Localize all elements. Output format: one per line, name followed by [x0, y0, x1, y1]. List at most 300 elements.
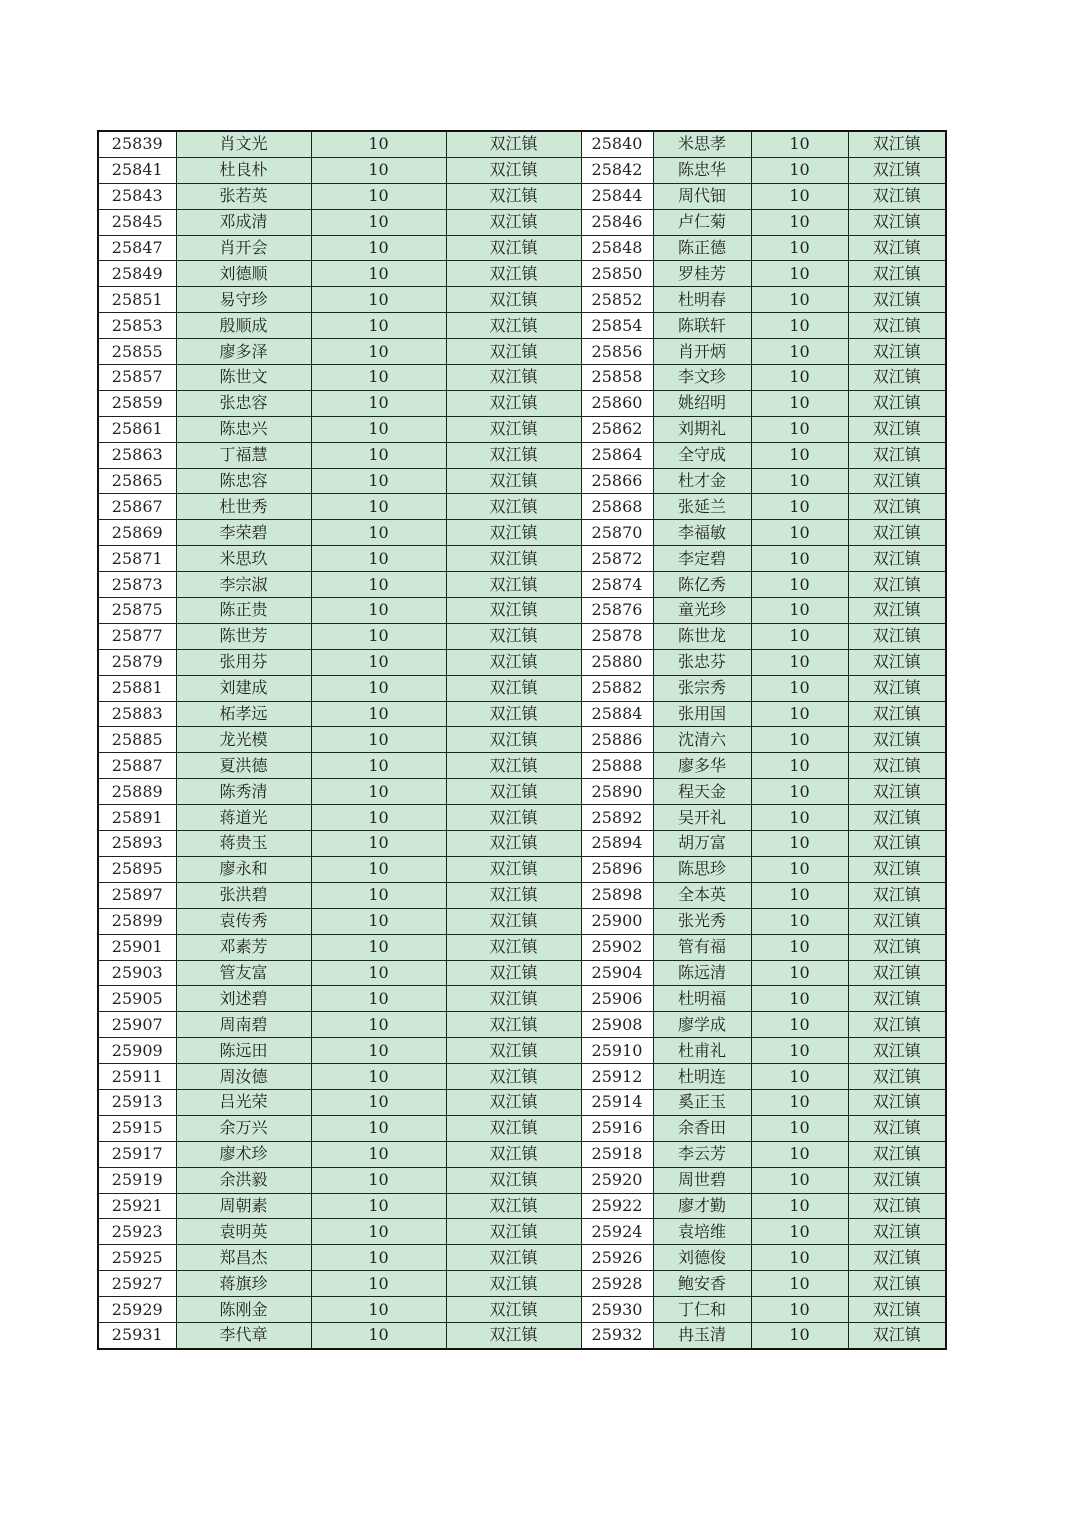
right-quantity-cell: 10 [751, 986, 848, 1012]
left-name-cell: 张若英 [176, 183, 311, 209]
right-quantity-cell: 10 [751, 934, 848, 960]
right-town-cell: 双江镇 [848, 960, 946, 986]
table-row [98, 1089, 946, 1115]
left-name-cell: 刘述碧 [176, 986, 311, 1012]
right-name-cell: 周世碧 [653, 1167, 751, 1193]
right-town-cell: 双江镇 [848, 701, 946, 727]
left-name-cell: 吕光荣 [176, 1089, 311, 1115]
left-name-cell: 余万兴 [176, 1115, 311, 1141]
left-id-cell: 25893 [98, 831, 176, 857]
left-name-cell: 陈远田 [176, 1038, 311, 1064]
left-id-cell: 25855 [98, 339, 176, 365]
left-quantity-cell: 10 [311, 1167, 446, 1193]
table-row [98, 546, 946, 572]
right-town-cell: 双江镇 [848, 183, 946, 209]
right-town-cell: 双江镇 [848, 572, 946, 598]
right-id-cell: 25864 [581, 442, 653, 468]
right-town-cell: 双江镇 [848, 546, 946, 572]
left-name-cell: 李宗淑 [176, 572, 311, 598]
right-name-cell: 李文珍 [653, 365, 751, 391]
right-name-cell: 陈世龙 [653, 623, 751, 649]
left-town-cell: 双江镇 [446, 339, 581, 365]
left-id-cell: 25899 [98, 908, 176, 934]
table-row [98, 157, 946, 183]
left-town-cell: 双江镇 [446, 1012, 581, 1038]
left-quantity-cell: 10 [311, 649, 446, 675]
right-name-cell: 程天金 [653, 779, 751, 805]
left-name-cell: 廖术珍 [176, 1141, 311, 1167]
left-town-cell: 双江镇 [446, 416, 581, 442]
table-row [98, 261, 946, 287]
right-quantity-cell: 10 [751, 727, 848, 753]
table-row [98, 183, 946, 209]
right-name-cell: 李福敏 [653, 520, 751, 546]
right-town-cell: 双江镇 [848, 235, 946, 261]
right-id-cell: 25910 [581, 1038, 653, 1064]
right-id-cell: 25840 [581, 131, 653, 157]
left-id-cell: 25873 [98, 572, 176, 598]
left-quantity-cell: 10 [311, 1297, 446, 1323]
left-town-cell: 双江镇 [446, 1219, 581, 1245]
left-town-cell: 双江镇 [446, 831, 581, 857]
right-name-cell: 周代钿 [653, 183, 751, 209]
right-name-cell: 陈思珍 [653, 856, 751, 882]
left-name-cell: 邓成清 [176, 209, 311, 235]
table-row [98, 598, 946, 624]
left-name-cell: 刘建成 [176, 675, 311, 701]
right-quantity-cell: 10 [751, 546, 848, 572]
left-quantity-cell: 10 [311, 1245, 446, 1271]
left-name-cell: 周南碧 [176, 1012, 311, 1038]
right-town-cell: 双江镇 [848, 1245, 946, 1271]
right-name-cell: 肖开炳 [653, 339, 751, 365]
right-id-cell: 25878 [581, 623, 653, 649]
right-name-cell: 胡万富 [653, 831, 751, 857]
left-town-cell: 双江镇 [446, 546, 581, 572]
left-quantity-cell: 10 [311, 882, 446, 908]
right-quantity-cell: 10 [751, 183, 848, 209]
left-quantity-cell: 10 [311, 727, 446, 753]
left-town-cell: 双江镇 [446, 623, 581, 649]
left-town-cell: 双江镇 [446, 1245, 581, 1271]
right-name-cell: 张用国 [653, 701, 751, 727]
right-quantity-cell: 10 [751, 209, 848, 235]
left-id-cell: 25905 [98, 986, 176, 1012]
right-town-cell: 双江镇 [848, 1012, 946, 1038]
table-row [98, 235, 946, 261]
left-town-cell: 双江镇 [446, 209, 581, 235]
right-quantity-cell: 10 [751, 1038, 848, 1064]
right-id-cell: 25858 [581, 365, 653, 391]
left-town-cell: 双江镇 [446, 131, 581, 157]
left-town-cell: 双江镇 [446, 805, 581, 831]
right-name-cell: 管有福 [653, 934, 751, 960]
left-quantity-cell: 10 [311, 520, 446, 546]
left-id-cell: 25911 [98, 1064, 176, 1090]
right-town-cell: 双江镇 [848, 390, 946, 416]
left-town-cell: 双江镇 [446, 753, 581, 779]
left-id-cell: 25885 [98, 727, 176, 753]
left-quantity-cell: 10 [311, 339, 446, 365]
right-quantity-cell: 10 [751, 1271, 848, 1297]
right-id-cell: 25920 [581, 1167, 653, 1193]
left-quantity-cell: 10 [311, 287, 446, 313]
table-row [98, 831, 946, 857]
right-id-cell: 25902 [581, 934, 653, 960]
table-row [98, 986, 946, 1012]
left-name-cell: 丁福慧 [176, 442, 311, 468]
left-name-cell: 袁明英 [176, 1219, 311, 1245]
table-row [98, 209, 946, 235]
left-town-cell: 双江镇 [446, 701, 581, 727]
right-quantity-cell: 10 [751, 1193, 848, 1219]
left-quantity-cell: 10 [311, 157, 446, 183]
table-row [98, 468, 946, 494]
left-id-cell: 25927 [98, 1271, 176, 1297]
left-quantity-cell: 10 [311, 675, 446, 701]
right-id-cell: 25928 [581, 1271, 653, 1297]
left-town-cell: 双江镇 [446, 675, 581, 701]
left-quantity-cell: 10 [311, 572, 446, 598]
left-name-cell: 廖永和 [176, 856, 311, 882]
right-id-cell: 25860 [581, 390, 653, 416]
left-quantity-cell: 10 [311, 209, 446, 235]
left-quantity-cell: 10 [311, 1064, 446, 1090]
left-quantity-cell: 10 [311, 598, 446, 624]
right-quantity-cell: 10 [751, 1219, 848, 1245]
left-quantity-cell: 10 [311, 1322, 446, 1348]
right-id-cell: 25862 [581, 416, 653, 442]
right-quantity-cell: 10 [751, 598, 848, 624]
left-quantity-cell: 10 [311, 494, 446, 520]
left-quantity-cell: 10 [311, 313, 446, 339]
right-quantity-cell: 10 [751, 390, 848, 416]
table-row [98, 805, 946, 831]
right-name-cell: 冉玉清 [653, 1322, 751, 1348]
table-row [98, 701, 946, 727]
left-id-cell: 25847 [98, 235, 176, 261]
left-name-cell: 米思玖 [176, 546, 311, 572]
table-row [98, 520, 946, 546]
left-town-cell: 双江镇 [446, 287, 581, 313]
left-name-cell: 张忠容 [176, 390, 311, 416]
left-name-cell: 周朝素 [176, 1193, 311, 1219]
left-id-cell: 25925 [98, 1245, 176, 1271]
left-id-cell: 25845 [98, 209, 176, 235]
right-id-cell: 25888 [581, 753, 653, 779]
right-id-cell: 25924 [581, 1219, 653, 1245]
right-town-cell: 双江镇 [848, 1141, 946, 1167]
right-quantity-cell: 10 [751, 313, 848, 339]
left-id-cell: 25877 [98, 623, 176, 649]
table-row [98, 675, 946, 701]
right-quantity-cell: 10 [751, 494, 848, 520]
left-name-cell: 李代章 [176, 1322, 311, 1348]
left-name-cell: 陈世芳 [176, 623, 311, 649]
right-id-cell: 25882 [581, 675, 653, 701]
left-name-cell: 陈世文 [176, 365, 311, 391]
right-town-cell: 双江镇 [848, 1297, 946, 1323]
right-quantity-cell: 10 [751, 805, 848, 831]
right-town-cell: 双江镇 [848, 494, 946, 520]
right-name-cell: 张宗秀 [653, 675, 751, 701]
right-id-cell: 25854 [581, 313, 653, 339]
left-name-cell: 柘孝远 [176, 701, 311, 727]
left-quantity-cell: 10 [311, 623, 446, 649]
right-quantity-cell: 10 [751, 960, 848, 986]
right-name-cell: 奚正玉 [653, 1089, 751, 1115]
right-name-cell: 李云芳 [653, 1141, 751, 1167]
table-row [98, 623, 946, 649]
left-town-cell: 双江镇 [446, 572, 581, 598]
left-quantity-cell: 10 [311, 701, 446, 727]
table-row [98, 779, 946, 805]
left-id-cell: 25841 [98, 157, 176, 183]
left-name-cell: 杜世秀 [176, 494, 311, 520]
left-id-cell: 25917 [98, 1141, 176, 1167]
left-name-cell: 陈正贵 [176, 598, 311, 624]
right-quantity-cell: 10 [751, 856, 848, 882]
left-name-cell: 陈刚金 [176, 1297, 311, 1323]
table-row [98, 649, 946, 675]
right-town-cell: 双江镇 [848, 1219, 946, 1245]
right-name-cell: 张延兰 [653, 494, 751, 520]
right-quantity-cell: 10 [751, 520, 848, 546]
right-id-cell: 25916 [581, 1115, 653, 1141]
left-id-cell: 25861 [98, 416, 176, 442]
left-quantity-cell: 10 [311, 934, 446, 960]
left-name-cell: 余洪毅 [176, 1167, 311, 1193]
right-quantity-cell: 10 [751, 572, 848, 598]
left-id-cell: 25909 [98, 1038, 176, 1064]
right-quantity-cell: 10 [751, 416, 848, 442]
left-town-cell: 双江镇 [446, 934, 581, 960]
left-name-cell: 陈忠容 [176, 468, 311, 494]
table-row [98, 416, 946, 442]
right-name-cell: 吴开礼 [653, 805, 751, 831]
right-id-cell: 25852 [581, 287, 653, 313]
left-town-cell: 双江镇 [446, 1141, 581, 1167]
right-id-cell: 25870 [581, 520, 653, 546]
left-name-cell: 蒋道光 [176, 805, 311, 831]
right-id-cell: 25868 [581, 494, 653, 520]
table-row [98, 339, 946, 365]
right-name-cell: 陈亿秀 [653, 572, 751, 598]
right-name-cell: 杜明春 [653, 287, 751, 313]
right-town-cell: 双江镇 [848, 1271, 946, 1297]
right-id-cell: 25892 [581, 805, 653, 831]
left-id-cell: 25867 [98, 494, 176, 520]
left-town-cell: 双江镇 [446, 183, 581, 209]
left-town-cell: 双江镇 [446, 442, 581, 468]
left-name-cell: 陈秀清 [176, 779, 311, 805]
left-quantity-cell: 10 [311, 960, 446, 986]
right-name-cell: 廖学成 [653, 1012, 751, 1038]
left-town-cell: 双江镇 [446, 1297, 581, 1323]
right-quantity-cell: 10 [751, 882, 848, 908]
left-town-cell: 双江镇 [446, 365, 581, 391]
right-town-cell: 双江镇 [848, 1064, 946, 1090]
right-quantity-cell: 10 [751, 1322, 848, 1348]
left-town-cell: 双江镇 [446, 390, 581, 416]
left-id-cell: 25843 [98, 183, 176, 209]
table-row [98, 1219, 946, 1245]
left-quantity-cell: 10 [311, 1089, 446, 1115]
roster-table [97, 130, 947, 1350]
left-id-cell: 25897 [98, 882, 176, 908]
right-town-cell: 双江镇 [848, 365, 946, 391]
right-id-cell: 25912 [581, 1064, 653, 1090]
table-row [98, 908, 946, 934]
right-town-cell: 双江镇 [848, 934, 946, 960]
left-town-cell: 双江镇 [446, 649, 581, 675]
left-name-cell: 蒋贵玉 [176, 831, 311, 857]
right-town-cell: 双江镇 [848, 805, 946, 831]
left-quantity-cell: 10 [311, 546, 446, 572]
right-quantity-cell: 10 [751, 468, 848, 494]
left-quantity-cell: 10 [311, 1012, 446, 1038]
left-town-cell: 双江镇 [446, 157, 581, 183]
right-quantity-cell: 10 [751, 1064, 848, 1090]
table-row [98, 882, 946, 908]
right-quantity-cell: 10 [751, 908, 848, 934]
left-name-cell: 肖开会 [176, 235, 311, 261]
left-quantity-cell: 10 [311, 1115, 446, 1141]
right-town-cell: 双江镇 [848, 1322, 946, 1348]
left-name-cell: 殷顺成 [176, 313, 311, 339]
right-quantity-cell: 10 [751, 365, 848, 391]
right-id-cell: 25914 [581, 1089, 653, 1115]
left-id-cell: 25895 [98, 856, 176, 882]
right-town-cell: 双江镇 [848, 313, 946, 339]
right-id-cell: 25922 [581, 1193, 653, 1219]
left-quantity-cell: 10 [311, 131, 446, 157]
right-id-cell: 25898 [581, 882, 653, 908]
right-town-cell: 双江镇 [848, 1167, 946, 1193]
right-quantity-cell: 10 [751, 753, 848, 779]
left-name-cell: 李荣碧 [176, 520, 311, 546]
right-name-cell: 杜甫礼 [653, 1038, 751, 1064]
right-name-cell: 丁仁和 [653, 1297, 751, 1323]
left-quantity-cell: 10 [311, 468, 446, 494]
right-town-cell: 双江镇 [848, 1115, 946, 1141]
left-id-cell: 25879 [98, 649, 176, 675]
left-name-cell: 陈忠兴 [176, 416, 311, 442]
right-id-cell: 25908 [581, 1012, 653, 1038]
left-id-cell: 25907 [98, 1012, 176, 1038]
left-quantity-cell: 10 [311, 1141, 446, 1167]
left-town-cell: 双江镇 [446, 1193, 581, 1219]
left-id-cell: 25889 [98, 779, 176, 805]
right-name-cell: 余香田 [653, 1115, 751, 1141]
right-id-cell: 25846 [581, 209, 653, 235]
table-row [98, 727, 946, 753]
right-id-cell: 25932 [581, 1322, 653, 1348]
right-name-cell: 陈联轩 [653, 313, 751, 339]
right-id-cell: 25894 [581, 831, 653, 857]
left-name-cell: 刘德顺 [176, 261, 311, 287]
left-name-cell: 袁传秀 [176, 908, 311, 934]
right-name-cell: 全本英 [653, 882, 751, 908]
right-quantity-cell: 10 [751, 675, 848, 701]
left-id-cell: 25913 [98, 1089, 176, 1115]
right-quantity-cell: 10 [751, 701, 848, 727]
right-quantity-cell: 10 [751, 1141, 848, 1167]
right-name-cell: 卢仁菊 [653, 209, 751, 235]
left-quantity-cell: 10 [311, 779, 446, 805]
left-name-cell: 廖多泽 [176, 339, 311, 365]
left-quantity-cell: 10 [311, 390, 446, 416]
right-name-cell: 刘德俊 [653, 1245, 751, 1271]
right-town-cell: 双江镇 [848, 675, 946, 701]
right-town-cell: 双江镇 [848, 416, 946, 442]
right-name-cell: 杜明福 [653, 986, 751, 1012]
table-row [98, 1245, 946, 1271]
left-quantity-cell: 10 [311, 831, 446, 857]
left-quantity-cell: 10 [311, 261, 446, 287]
left-id-cell: 25929 [98, 1297, 176, 1323]
right-town-cell: 双江镇 [848, 908, 946, 934]
table-row [98, 960, 946, 986]
left-name-cell: 郑昌杰 [176, 1245, 311, 1271]
right-town-cell: 双江镇 [848, 727, 946, 753]
right-name-cell: 童光珍 [653, 598, 751, 624]
right-quantity-cell: 10 [751, 1115, 848, 1141]
table-row [98, 1167, 946, 1193]
right-name-cell: 廖多华 [653, 753, 751, 779]
right-id-cell: 25880 [581, 649, 653, 675]
right-name-cell: 陈正德 [653, 235, 751, 261]
right-town-cell: 双江镇 [848, 986, 946, 1012]
right-name-cell: 杜明连 [653, 1064, 751, 1090]
right-id-cell: 25848 [581, 235, 653, 261]
right-quantity-cell: 10 [751, 1089, 848, 1115]
right-id-cell: 25904 [581, 960, 653, 986]
right-town-cell: 双江镇 [848, 882, 946, 908]
table-row [98, 934, 946, 960]
left-id-cell: 25931 [98, 1322, 176, 1348]
right-town-cell: 双江镇 [848, 261, 946, 287]
left-id-cell: 25849 [98, 261, 176, 287]
right-name-cell: 姚绍明 [653, 390, 751, 416]
left-quantity-cell: 10 [311, 442, 446, 468]
left-town-cell: 双江镇 [446, 520, 581, 546]
left-id-cell: 25923 [98, 1219, 176, 1245]
right-name-cell: 陈忠华 [653, 157, 751, 183]
left-id-cell: 25883 [98, 701, 176, 727]
right-quantity-cell: 10 [751, 157, 848, 183]
right-quantity-cell: 10 [751, 779, 848, 805]
left-name-cell: 周汝德 [176, 1064, 311, 1090]
left-quantity-cell: 10 [311, 1271, 446, 1297]
left-town-cell: 双江镇 [446, 494, 581, 520]
table-row [98, 856, 946, 882]
left-quantity-cell: 10 [311, 805, 446, 831]
right-quantity-cell: 10 [751, 649, 848, 675]
right-quantity-cell: 10 [751, 339, 848, 365]
right-quantity-cell: 10 [751, 261, 848, 287]
left-quantity-cell: 10 [311, 183, 446, 209]
table-row [98, 1064, 946, 1090]
left-town-cell: 双江镇 [446, 986, 581, 1012]
right-town-cell: 双江镇 [848, 1089, 946, 1115]
right-name-cell: 罗桂芳 [653, 261, 751, 287]
right-id-cell: 25890 [581, 779, 653, 805]
right-name-cell: 张忠芬 [653, 649, 751, 675]
left-quantity-cell: 10 [311, 753, 446, 779]
right-name-cell: 张光秀 [653, 908, 751, 934]
left-quantity-cell: 10 [311, 1193, 446, 1219]
